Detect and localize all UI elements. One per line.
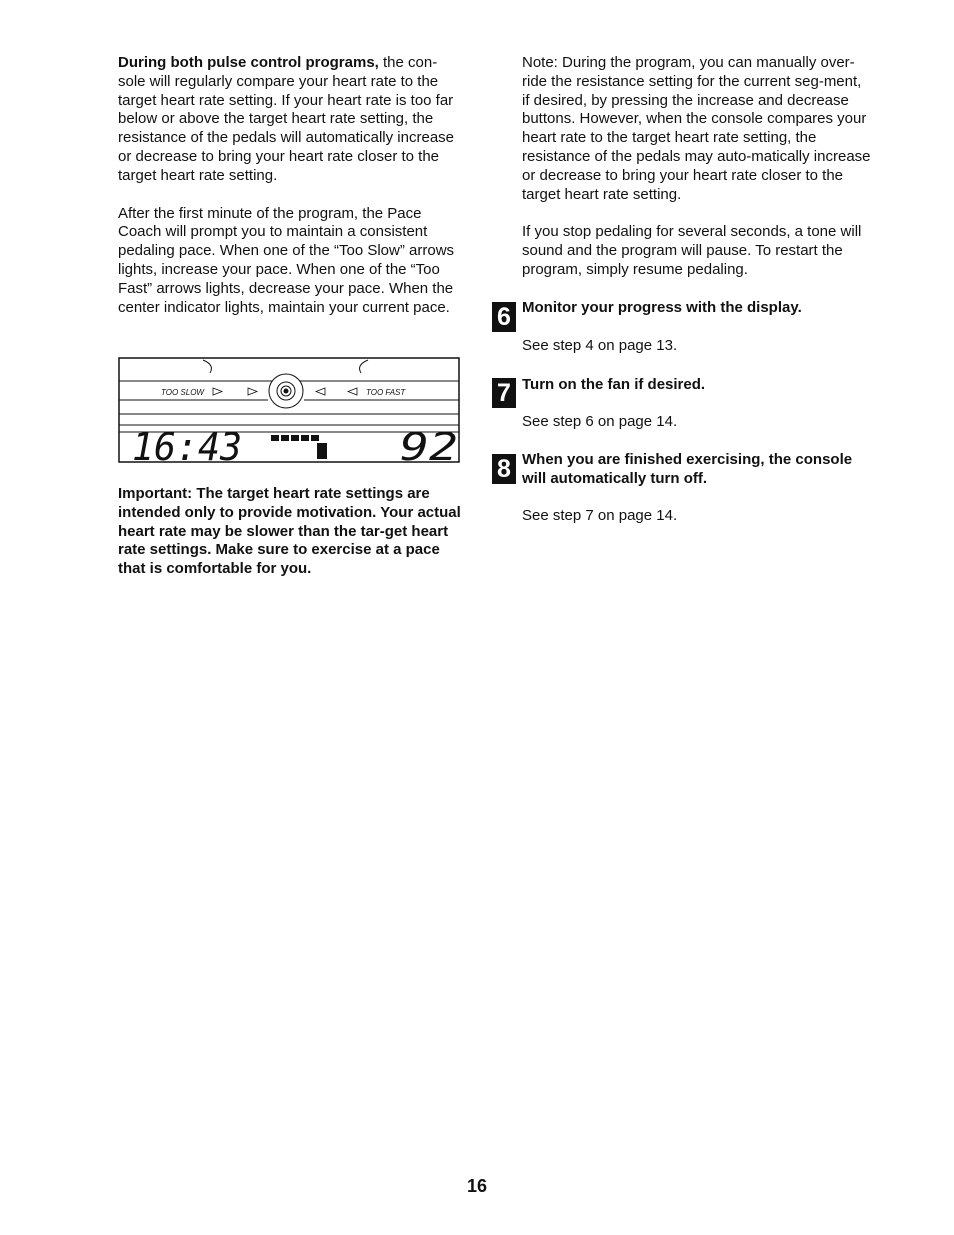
pulse-control-text: the con-sole will regularly compare your heart rate to the target heart rate setting. If your heart rate is too far below or above the target heart rate setting, the resistance of the pedals will automatically increase or decrease to bring your heart rate closer to the target heart rate setting.: [118, 54, 454, 184]
too-slow-label: TOO SLOW: [161, 388, 204, 397]
step-text: See step 4 on page 13.: [522, 337, 678, 354]
pause-paragraph: If you stop pedaling for several seconds, a tone will sound and the program will pause. To restart the program, simply resume pedaling.: [522, 223, 862, 278]
time-readout: 16:43: [132, 425, 242, 463]
step-number-badge: 8: [492, 454, 516, 484]
pulse-control-heading: During both pulse control programs,: [118, 54, 379, 71]
value-readout: 92: [400, 425, 458, 463]
console-display-illustration: [118, 357, 460, 463]
right-column: [522, 54, 872, 280]
pace-coach-paragraph: After the first minute of the program, the Pace Coach will prompt you to maintain a consistent pedaling pace. When one of the “Too Slow” arrows lights, increase your pace. When one of the “Too Fast” arrows lights, decrease your pace. When the center indicator lights, maintain your current pace.: [118, 204, 455, 316]
step-text: See step 7 on page 14.: [522, 507, 678, 524]
page-number: 16: [466, 1176, 488, 1196]
step-number-badge: 7: [492, 378, 516, 408]
left-column: [118, 54, 463, 317]
important-note: Important: The target heart rate settings are intended only to provide motivation. Your actual heart rate may be slower than the tar-get heart rate settings. Make sure to exercise at a pace that is comfortable for you.: [118, 485, 461, 578]
step-number-badge: 6: [492, 302, 516, 332]
too-fast-label: TOO FAST: [366, 388, 406, 397]
step-text: See step 6 on page 14.: [522, 413, 678, 430]
override-note: Note: During the program, you can manually over-ride the resistance setting for the current seg-ment, if desired, by pressing the increase and decrease buttons. However, when the console compares your heart rate to the target heart rate setting, the resistance of the pedals may auto-matically increase or decrease to bring your heart rate closer to the target heart rate setting.: [522, 54, 871, 203]
step-title: Monitor your progress with the display.: [522, 299, 802, 316]
step-title: Turn on the fan if desired.: [522, 376, 706, 393]
pulse-control-paragraph: [118, 54, 463, 186]
step-title: When you are finished exercising, the console will automatically turn off.: [522, 451, 853, 487]
